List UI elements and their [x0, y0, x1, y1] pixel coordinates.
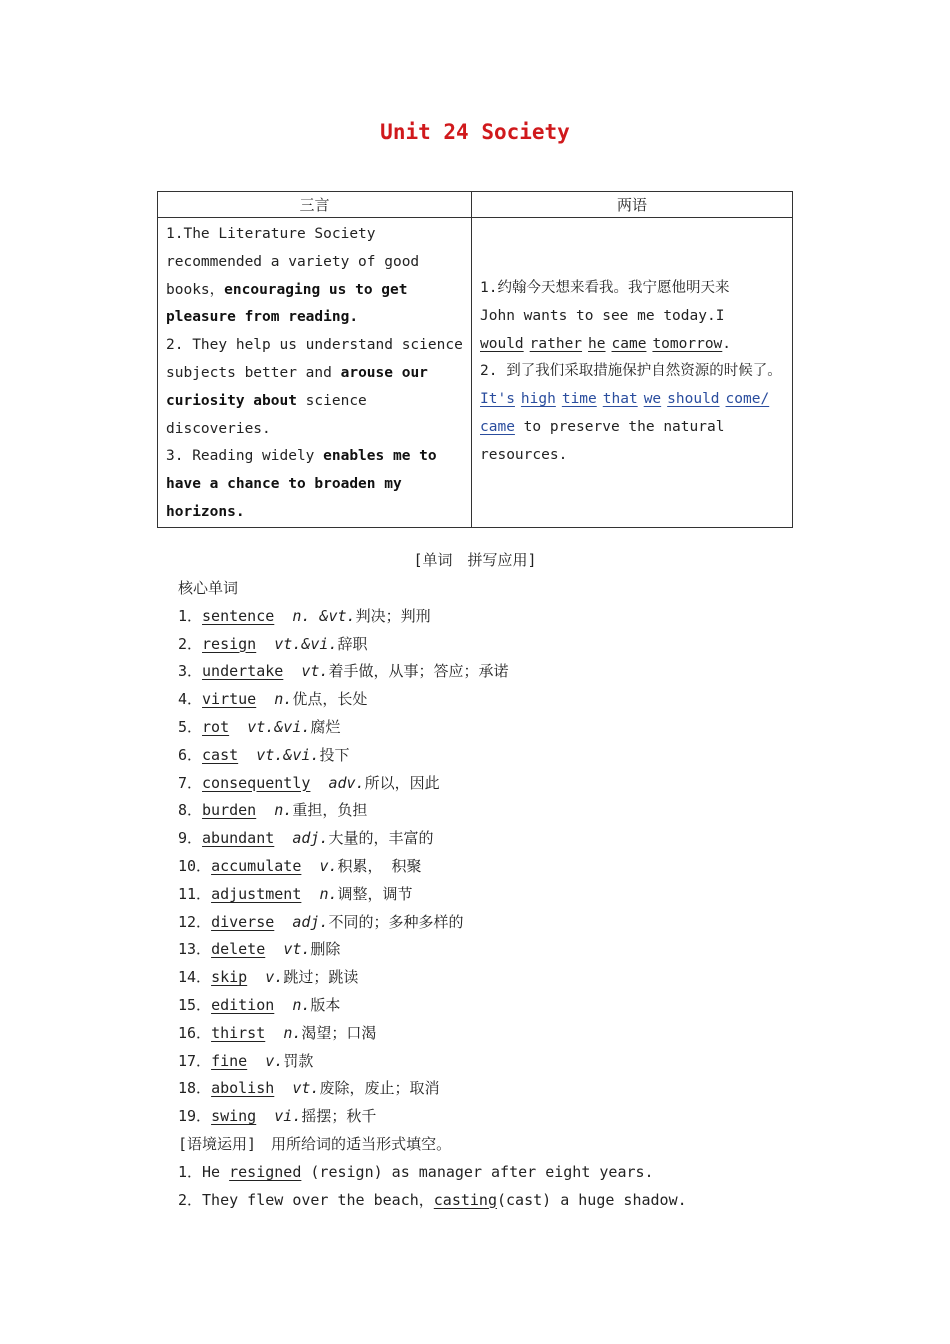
word-meaning: 投下: [319, 745, 350, 764]
word-list-item: [178, 714, 828, 742]
word-answer: adjustment: [211, 884, 302, 903]
sentence-item: 2. They help us understand science subjects better and arouse our curiosity about science discoveries.: [166, 337, 463, 437]
translation-item: 2. 到了我们采取措施保护自然资源的时候了。 It's high time that we should come/ came to preserve the natural resources.: [480, 363, 782, 463]
exercise-item: [178, 1187, 828, 1215]
answer-blank: rather: [529, 335, 583, 352]
exercise-answer: resigned: [229, 1162, 302, 1181]
word-number: 17．: [178, 1051, 212, 1070]
sentence-item: 3. Reading widely enables me to have a chance to broaden my horizons.: [166, 448, 437, 520]
word-number: 6．: [178, 745, 203, 764]
word-meaning: 积累， 积聚: [337, 856, 422, 875]
word-list-item: [178, 686, 828, 714]
core-words-label: 核心单词: [178, 579, 239, 597]
answer-blank: should: [667, 391, 720, 408]
word-meaning: 渴望；口渴: [301, 1023, 377, 1042]
part-of-speech: adv.: [328, 773, 365, 792]
part-of-speech: n.: [274, 690, 293, 709]
word-meaning: 版本: [310, 995, 341, 1014]
word-number: 15．: [178, 995, 212, 1014]
answer-blank: we: [643, 391, 662, 408]
translation-item: 1.约翰今天想来看我。我宁愿他明天来 John wants to see me today.I would rather he came tomorrow.: [480, 280, 732, 352]
answer-blank: It's: [480, 391, 515, 408]
word-number: 8．: [178, 801, 203, 820]
word-meaning: 着手做，从事；答应；承诺: [328, 662, 509, 681]
word-list: [178, 603, 828, 1131]
word-list-item: [178, 992, 828, 1020]
answer-blank: come/: [725, 391, 770, 408]
word-answer: swing: [211, 1107, 257, 1126]
word-answer: fine: [211, 1051, 248, 1070]
exercise-prefix: 2．They flew over the beach，: [178, 1190, 434, 1209]
word-number: 2．: [178, 634, 203, 653]
word-number: 7．: [178, 773, 203, 792]
word-answer: thirst: [211, 1023, 266, 1042]
word-list-item: [178, 1020, 828, 1048]
word-answer: undertake: [202, 662, 284, 681]
word-number: 3．: [178, 662, 203, 681]
word-meaning: 判决；判刑: [355, 606, 431, 625]
word-list-item: [178, 1048, 828, 1076]
part-of-speech: n.: [283, 1023, 302, 1042]
word-answer: delete: [211, 940, 266, 959]
word-number: 4．: [178, 690, 203, 709]
exercise-answer: casting: [433, 1190, 497, 1209]
word-meaning: 大量的，丰富的: [328, 829, 434, 848]
word-answer: burden: [202, 801, 257, 820]
part-of-speech: n.: [292, 995, 311, 1014]
part-of-speech: vi.: [274, 1107, 302, 1126]
word-list-item: [178, 631, 828, 659]
word-list-item: [178, 797, 828, 825]
page-title: Unit 24 Society: [380, 120, 570, 144]
word-answer: diverse: [211, 912, 275, 931]
word-list-item: [178, 742, 828, 770]
word-meaning: 删除: [310, 940, 341, 959]
word-number: 13．: [178, 940, 212, 959]
word-list-item: [178, 770, 828, 798]
word-answer: virtue: [202, 690, 257, 709]
word-answer: sentence: [202, 606, 275, 625]
part-of-speech: v.: [265, 1051, 284, 1070]
word-number: 18．: [178, 1079, 212, 1098]
word-answer: accumulate: [211, 856, 302, 875]
part-of-speech: vt.: [283, 940, 311, 959]
part-of-speech: adj.: [292, 912, 329, 931]
answer-blank: tomorrow: [652, 335, 723, 352]
table-header-left: 三言: [158, 192, 472, 218]
word-meaning: 跳过；跳读: [283, 968, 359, 987]
vocabulary-section: [178, 575, 828, 1214]
part-of-speech: n.: [319, 884, 338, 903]
word-answer: abolish: [211, 1079, 275, 1098]
word-meaning: 不同的；多种多样的: [328, 912, 464, 931]
word-meaning: 重担，负担: [292, 801, 368, 820]
answer-blank: that: [602, 391, 638, 408]
word-list-item: [178, 1075, 828, 1103]
exercise-list: [178, 1159, 828, 1215]
word-answer: consequently: [202, 773, 311, 792]
word-meaning: 调整，调节: [337, 884, 413, 903]
word-answer: edition: [211, 995, 275, 1014]
word-meaning: 优点，长处: [292, 690, 368, 709]
word-number: 10．: [178, 856, 212, 875]
part-of-speech: v.: [265, 968, 284, 987]
part-of-speech: vt.: [292, 1079, 320, 1098]
context-label: [语境运用] 用所给词的适当形式填空。: [178, 1134, 452, 1153]
word-meaning: 辞职: [337, 634, 368, 653]
word-number: 9．: [178, 829, 203, 848]
word-list-item: [178, 964, 828, 992]
phrase-table: [157, 191, 793, 528]
answer-blank: came: [611, 335, 647, 352]
word-answer: rot: [202, 717, 230, 736]
table-cell-sentences: [158, 218, 472, 528]
part-of-speech: vt.&vi.: [274, 634, 338, 653]
part-of-speech: n. &vt.: [292, 606, 356, 625]
table-header-right: 两语: [472, 192, 793, 218]
part-of-speech: v.: [319, 856, 338, 875]
answer-blank: time: [561, 391, 597, 408]
word-answer: resign: [202, 634, 257, 653]
word-list-item: [178, 825, 828, 853]
section-title: [单词 拼写应用]: [413, 551, 537, 569]
answer-blank: high: [520, 391, 556, 408]
word-meaning: 腐烂: [310, 717, 341, 736]
word-list-item: [178, 881, 828, 909]
word-answer: abundant: [202, 829, 275, 848]
word-meaning: 摇摆；秋千: [301, 1107, 377, 1126]
word-list-item: [178, 909, 828, 937]
answer-blank: would: [480, 335, 524, 352]
word-number: 5．: [178, 717, 203, 736]
part-of-speech: vt.&vi.: [247, 717, 311, 736]
part-of-speech: adj.: [292, 829, 329, 848]
exercise-suffix: (cast) a huge shadow.: [497, 1190, 687, 1209]
word-number: 1．: [178, 606, 203, 625]
word-list-item: [178, 603, 828, 631]
word-list-item: [178, 853, 828, 881]
word-number: 11．: [178, 884, 212, 903]
word-answer: skip: [211, 968, 248, 987]
word-meaning: 罚款: [283, 1051, 314, 1070]
part-of-speech: n.: [274, 801, 293, 820]
word-number: 12．: [178, 912, 212, 931]
word-meaning: 所以，因此: [364, 773, 440, 792]
word-list-item: [178, 1103, 828, 1131]
part-of-speech: vt.: [301, 662, 329, 681]
answer-blank: came: [480, 419, 515, 436]
answer-blank: he: [588, 335, 606, 352]
table-cell-translation: [472, 218, 793, 528]
exercise-item: [178, 1159, 828, 1187]
part-of-speech: vt.&vi.: [256, 745, 320, 764]
word-answer: cast: [202, 745, 239, 764]
sentence-item: 1.The Literature Society recommended a variety of good books，encouraging us to get pleasure from reading.: [166, 226, 420, 326]
word-number: 14．: [178, 968, 212, 987]
word-meaning: 废除，废止；取消: [319, 1079, 440, 1098]
word-list-item: [178, 658, 828, 686]
word-number: 16．: [178, 1023, 212, 1042]
exercise-suffix: (resign) as manager after eight years.: [301, 1162, 654, 1181]
exercise-prefix: 1．He: [178, 1162, 230, 1181]
word-number: 19．: [178, 1107, 212, 1126]
word-list-item: [178, 936, 828, 964]
